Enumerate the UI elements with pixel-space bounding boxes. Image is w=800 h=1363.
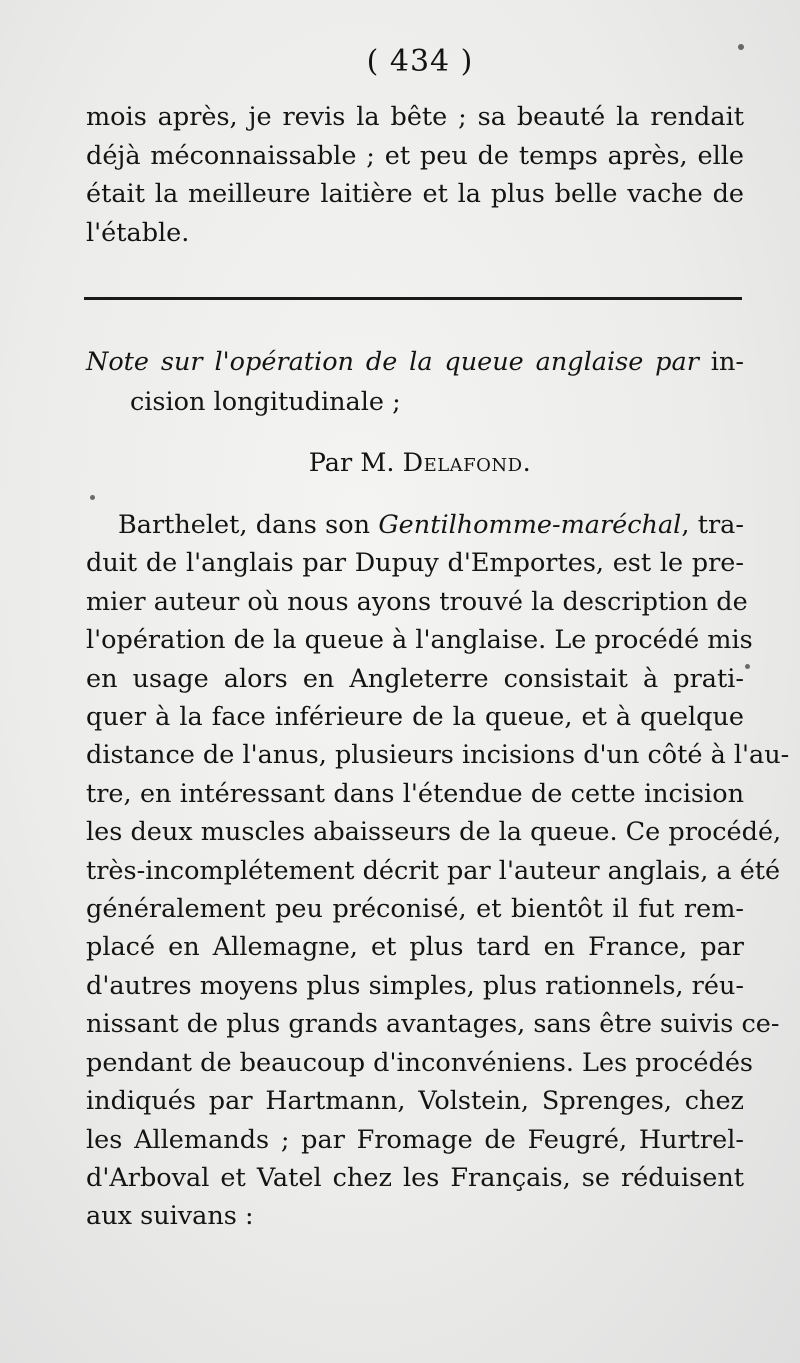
text-line: pendant de beaucoup d'inconvéniens. Les procédés bbox=[86, 1047, 753, 1078]
ink-spot bbox=[745, 664, 750, 669]
text-line: les Allemands ; par Fromage de Feugré, Hurtrel- bbox=[86, 1124, 744, 1155]
text-fragment: Barthelet, dans son bbox=[118, 510, 379, 540]
page-number: ( 434 ) bbox=[366, 44, 474, 79]
text-line: l'étable. bbox=[86, 217, 190, 248]
text-line: d'autres moyens plus simples, plus rationnels, réu- bbox=[86, 970, 744, 1001]
note-heading-italic: Note sur l'opération de la queue anglaise par bbox=[86, 347, 699, 377]
byline-prefix: Par M. bbox=[308, 448, 403, 478]
text-line: aux suivans : bbox=[86, 1201, 254, 1232]
text-line: était la meilleure laitière et la plus belle vache de bbox=[86, 179, 744, 210]
text-line: mois après, je revis la bête ; sa beauté la rendait bbox=[86, 102, 744, 132]
text-fragment: , tra- bbox=[681, 510, 744, 540]
text-line: les deux muscles abaisseurs de la queue. Ce procédé, bbox=[86, 817, 782, 848]
text-line: très-incomplétement décrit par l'auteur anglais, a été bbox=[86, 855, 781, 886]
book-title: Gentilhomme-maréchal bbox=[378, 510, 682, 540]
text-line: généralement peu préconisé, et bientôt il fut rem- bbox=[86, 894, 744, 925]
text-line: indiqués par Hartmann, Volstein, Sprenges, chez bbox=[86, 1086, 744, 1117]
note-heading-line: cision longitudinale ; bbox=[130, 387, 401, 417]
ink-spot bbox=[90, 495, 95, 500]
note-heading-roman: in- bbox=[698, 347, 744, 377]
author-name: Delafond. bbox=[402, 448, 532, 478]
text-line: quer à la face inférieure de la queue, et à quelque bbox=[86, 702, 744, 733]
text-line bbox=[86, 506, 744, 544]
text-line: l'opération de la queue à l'anglaise. Le procédé mis bbox=[86, 625, 753, 656]
ink-spot bbox=[738, 44, 744, 50]
note-heading bbox=[86, 342, 744, 422]
section-divider bbox=[84, 297, 742, 300]
text-line: duit de l'anglais par Dupuy d'Emportes, est le pre- bbox=[86, 548, 744, 579]
text-line: déjà méconnaissable ; et peu de temps après, elle bbox=[86, 140, 744, 171]
text-line: mier auteur où nous ayons trouvé la description de bbox=[86, 586, 748, 617]
text-line: placé en Allemagne, et plus tard en France, par bbox=[86, 932, 744, 963]
text-line: en usage alors en Angleterre consistait à prati- bbox=[86, 663, 744, 694]
continuation-paragraph bbox=[86, 98, 744, 252]
author-byline bbox=[0, 448, 800, 478]
text-line: nissant de plus grands avantages, sans être suivis ce- bbox=[86, 1009, 780, 1040]
text-line: distance de l'anus, plusieurs incisions d'un côté à l'au- bbox=[86, 740, 790, 771]
text-line: tre, en intéressant dans l'étendue de cette incision bbox=[86, 778, 744, 809]
text-line: d'Arboval et Vatel chez les Français, se réduisent bbox=[86, 1162, 744, 1193]
note-heading-line bbox=[86, 342, 744, 382]
body-paragraph bbox=[86, 506, 790, 1236]
